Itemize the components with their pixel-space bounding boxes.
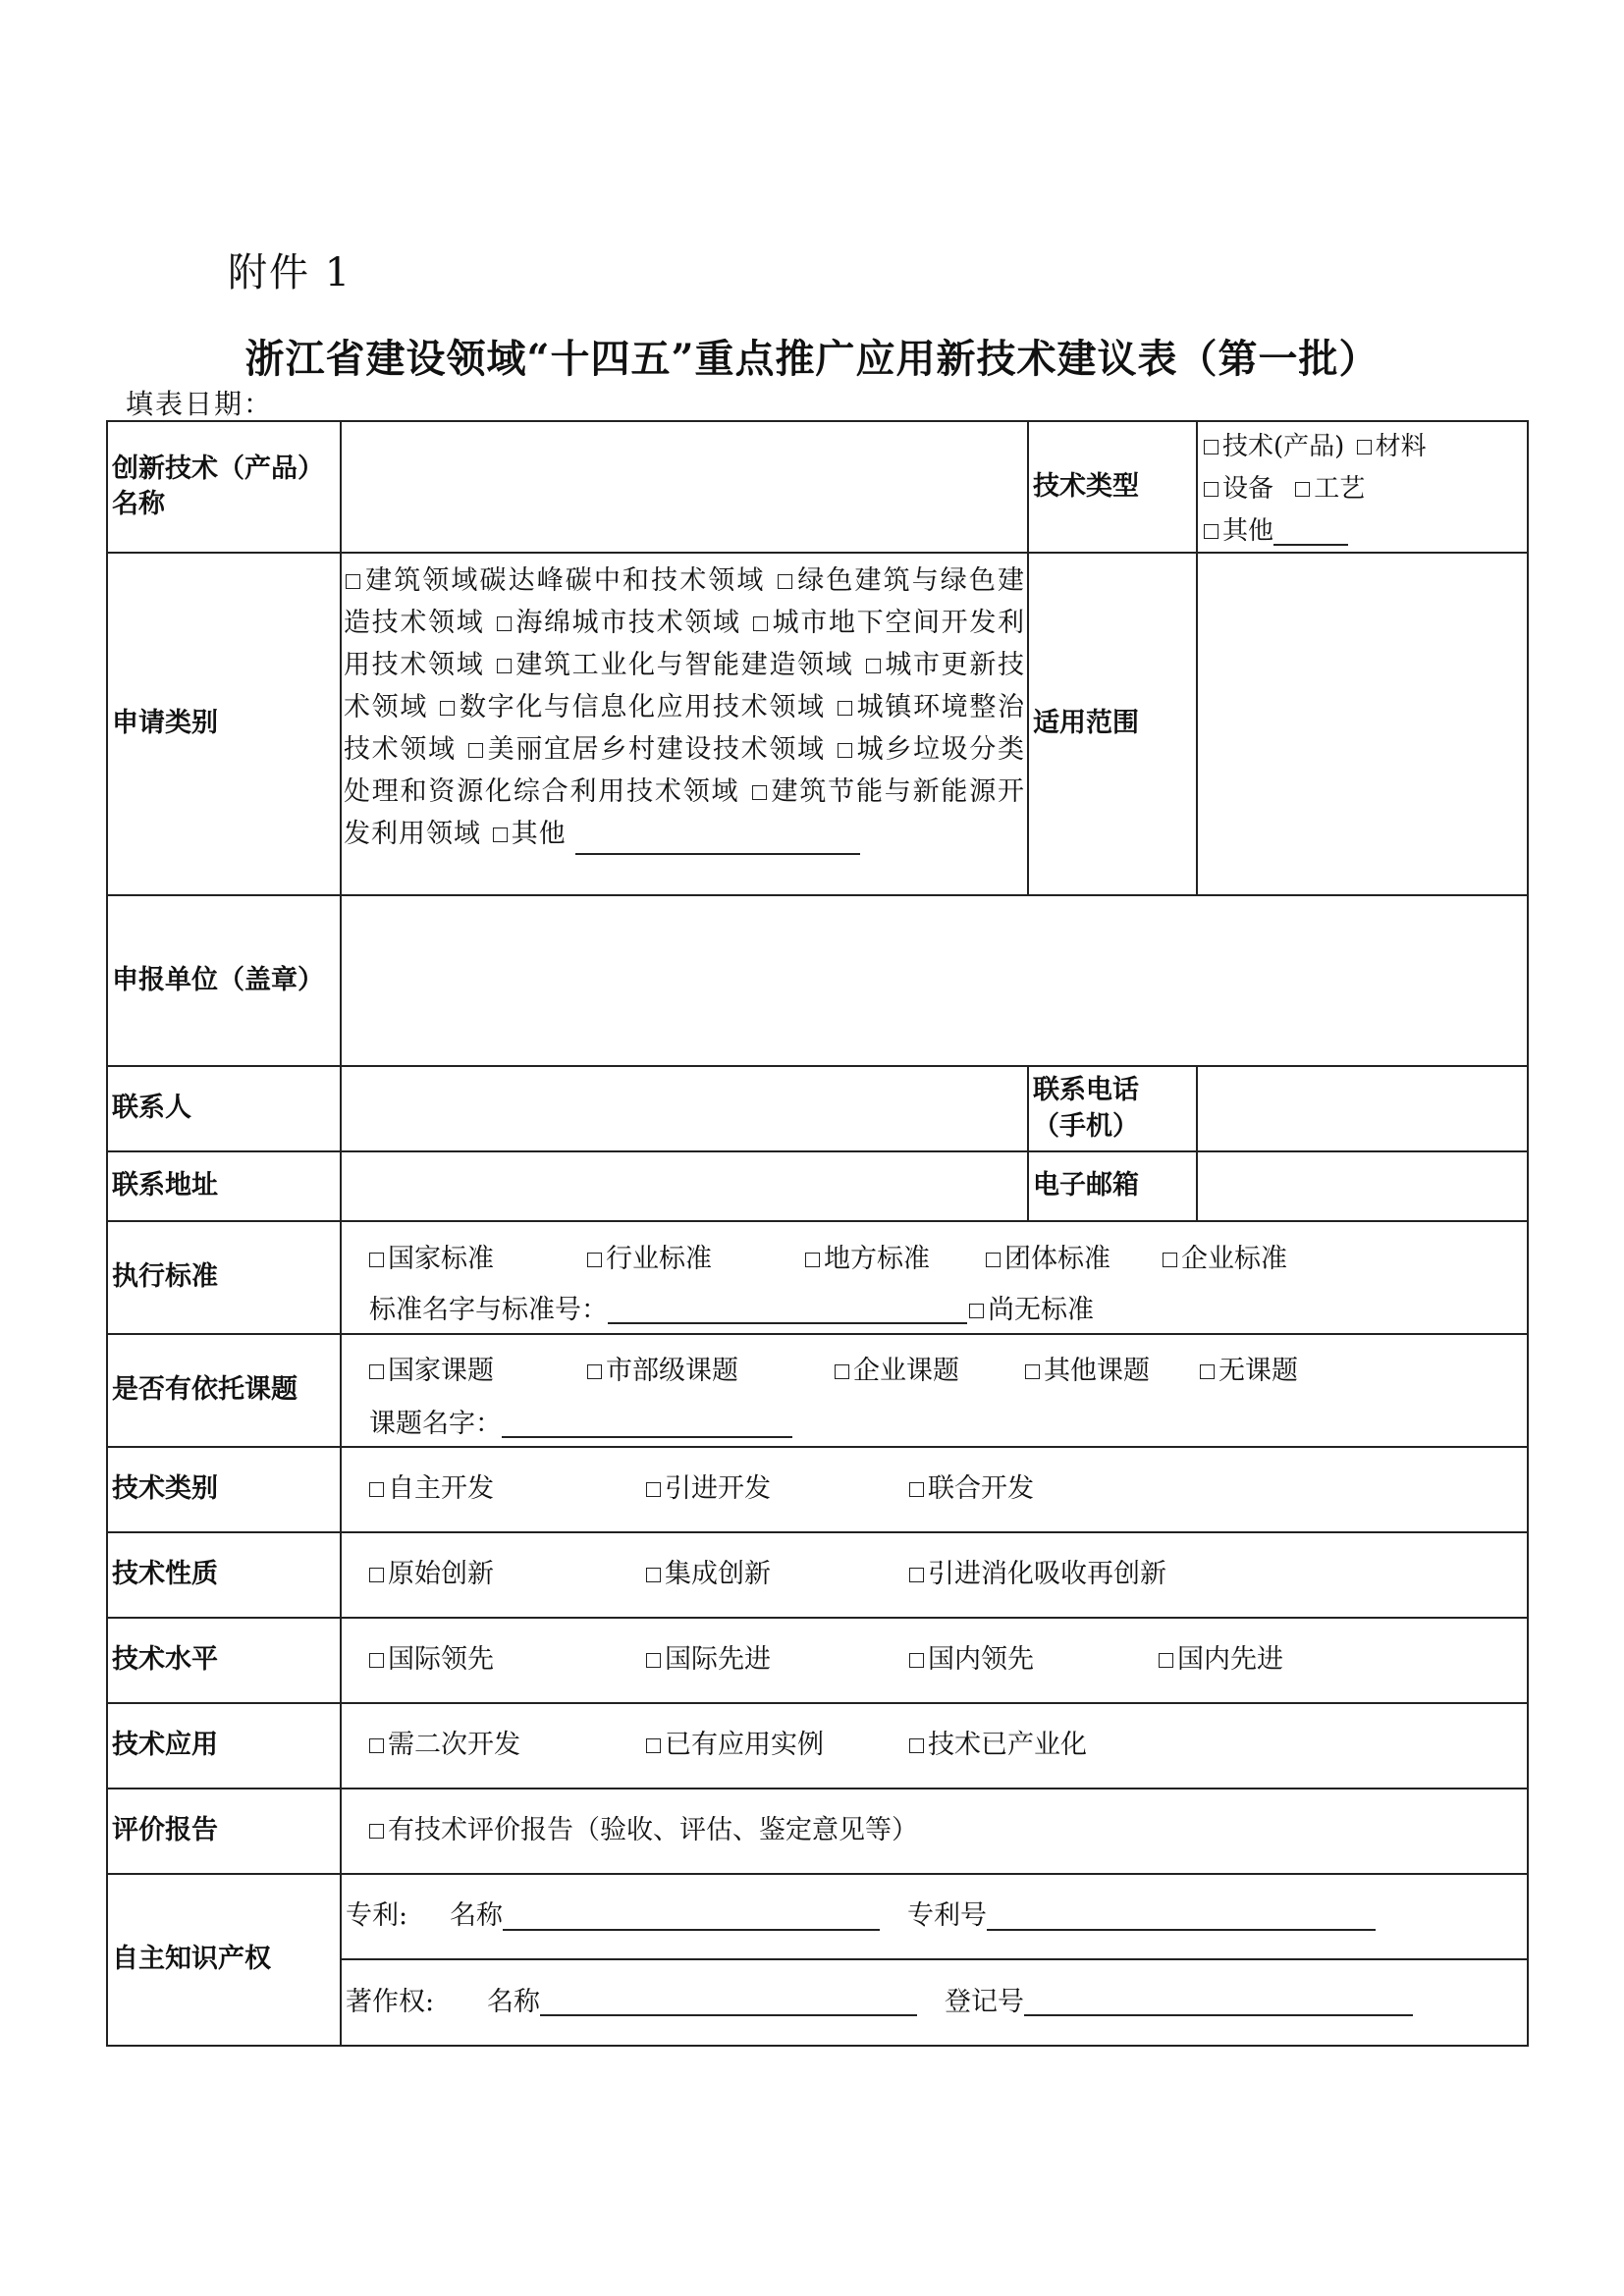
ip-label: 自主知识产权 [112,1944,271,1975]
checkbox-icon [440,701,455,716]
checkbox-icon [1357,440,1372,454]
tech-type-option-process[interactable]: 工艺 [1295,468,1365,510]
address-field[interactable] [342,1152,1027,1220]
tech-category-option-self[interactable]: 自主开发 [369,1471,632,1507]
evaluation-option-report[interactable]: 有技术评价报告（验收、评估、鉴定意见等） [369,1813,918,1848]
apply-option-underground[interactable]: 城市地下空间开发利用技术领域 [344,608,1026,680]
checkbox-icon [646,1653,661,1668]
apply-option-digital[interactable]: 数字化与信息化应用技术领域 [438,692,825,722]
checkbox-icon [369,1568,384,1582]
tech-level-option-intl-advanced[interactable]: 国际先进 [646,1642,895,1678]
checkbox-icon [1159,1653,1173,1668]
contact-field[interactable] [342,1067,1027,1150]
standard-option-local[interactable]: 地方标准 [805,1234,972,1285]
apply-category-label: 申请类别 [112,708,218,739]
tech-application-option-cases[interactable]: 已有应用实例 [646,1728,895,1763]
standard-name-input[interactable] [608,1297,967,1324]
attachment-label: 附件 1 [228,250,352,295]
copyright-name-label: 名称 [487,1986,540,2017]
apply-option-urban-renewal[interactable]: 城市更新技术领域 [344,650,1026,722]
project-option-other[interactable]: 其他课题 [1025,1345,1186,1398]
evaluation-options [342,1789,1527,1873]
checkbox-icon [778,574,792,589]
copyright-row [342,1960,1527,2045]
checkbox-icon [369,1482,384,1497]
contact-label: 联系人 [112,1093,191,1124]
patent-label: 专利: [346,1900,408,1932]
checkbox-icon [835,1364,849,1379]
project-name-input[interactable] [502,1411,792,1438]
standard-label: 执行标准 [112,1261,218,1293]
apply-option-waste[interactable]: 城乡垃圾分类处理和资源化综合利用技术领域 [344,734,1026,807]
checkbox-icon [369,1253,384,1267]
checkbox-icon [838,701,852,716]
tech-nature-option-original[interactable]: 原始创新 [369,1557,632,1592]
tech-category-options [342,1448,1527,1531]
checkbox-icon [1204,524,1218,539]
checkbox-icon [1025,1364,1040,1379]
tech-type-option-material[interactable]: 材料 [1357,426,1427,468]
checkbox-icon [909,1568,924,1582]
apply-option-carbon[interactable]: 建筑领域碳达峰碳中和技术领域 [344,565,766,596]
tech-name-label: 创新技术（产品） 名称 [112,453,324,519]
apply-other-blank[interactable] [575,828,860,855]
standard-option-none[interactable]: 尚无标准 [969,1285,1094,1336]
evaluation-label: 评价报告 [112,1815,218,1846]
checkbox-icon [369,1364,384,1379]
tech-category-label: 技术类别 [112,1473,218,1505]
standard-options [342,1222,1527,1333]
standard-option-group[interactable]: 团体标准 [986,1234,1149,1285]
address-label: 联系地址 [112,1170,218,1201]
checkbox-icon [909,1738,924,1753]
checkbox-icon [369,1738,384,1753]
project-option-municipal[interactable]: 市部级课题 [587,1345,821,1398]
apply-category-options [342,554,1027,894]
other-blank[interactable] [1273,518,1348,546]
checkbox-icon [587,1364,602,1379]
tech-type-label: 技术类型 [1033,470,1139,502]
checkbox-icon [497,659,512,673]
tech-level-option-dom-advanced[interactable]: 国内先进 [1159,1642,1283,1678]
checkbox-icon [805,1253,820,1267]
checkbox-icon [838,743,852,758]
tech-name-field[interactable] [342,422,1027,552]
fill-date-label: 填表日期： [126,388,274,420]
page-title: 浙江省建设领域“十四五”重点推广应用新技术建议表（第一批） [244,336,1380,382]
tech-level-label: 技术水平 [112,1644,218,1676]
phone-field[interactable] [1200,1067,1527,1150]
standard-option-enterprise[interactable]: 企业标准 [1163,1234,1287,1285]
checkbox-icon [369,1653,384,1668]
apply-option-green-building[interactable]: 绿色建筑与绿色建造技术领域 [344,565,1026,638]
checkbox-icon [346,574,360,589]
checkbox-icon [646,1568,661,1582]
checkbox-icon [646,1738,661,1753]
checkbox-icon [1204,440,1218,454]
tech-level-option-dom-leading[interactable]: 国内领先 [909,1642,1145,1678]
checkbox-icon [1295,482,1310,497]
tech-type-option-product[interactable]: 技术(产品) [1204,426,1344,468]
apply-option-sponge-city[interactable]: 海绵城市技术领域 [495,608,741,638]
copyright-no-input[interactable] [1024,1989,1413,2016]
standard-option-industry[interactable]: 行业标准 [587,1234,791,1285]
tech-type-option-equipment[interactable]: 设备 [1204,468,1273,510]
project-option-national[interactable]: 国家课题 [369,1345,573,1398]
standard-name-label: 标准名字与标准号： [369,1295,608,1325]
copyright-no-label: 登记号 [945,1986,1024,2017]
tech-nature-label: 技术性质 [112,1559,218,1590]
project-option-enterprise[interactable]: 企业课题 [835,1345,1011,1398]
copyright-label: 著作权: [346,1986,435,2017]
email-field[interactable] [1200,1152,1527,1220]
checkbox-icon [866,659,881,673]
scope-field[interactable] [1200,554,1527,894]
apply-option-environment[interactable]: 城镇环境整治技术领域 [344,692,1026,765]
project-options [342,1335,1527,1446]
patent-no-input[interactable] [987,1903,1376,1931]
checkbox-icon [909,1482,924,1497]
standard-option-national[interactable]: 国家标准 [369,1234,573,1285]
checkbox-icon [497,616,512,631]
checkbox-icon [369,1824,384,1839]
tech-application-option-industrialized[interactable]: 技术已产业化 [909,1728,1087,1763]
checkbox-icon [646,1482,661,1497]
project-label: 是否有依托课题 [112,1374,298,1406]
apply-option-energy[interactable]: 建筑节能与新能源开发利用领域 [344,776,1026,849]
patent-row [342,1875,1527,1958]
tech-category-option-introduced[interactable]: 引进开发 [646,1471,895,1507]
checkbox-icon [986,1253,1001,1267]
tech-type-options [1200,422,1527,552]
tech-application-option-secondary[interactable]: 需二次开发 [369,1728,632,1763]
checkbox-icon [753,616,768,631]
checkbox-icon [1204,482,1218,497]
application-form [106,420,1529,2047]
applicant-label: 申报单位（盖章） [112,964,324,995]
patent-name-input[interactable] [503,1903,880,1931]
scope-label: 适用范围 [1033,708,1139,739]
tech-category-option-joint[interactable]: 联合开发 [909,1471,1034,1507]
tech-nature-option-integrated[interactable]: 集成创新 [646,1557,895,1592]
checkbox-icon [909,1653,924,1668]
checkbox-icon [1200,1364,1215,1379]
apply-option-rural[interactable]: 美丽宜居乡村建设技术领域 [466,734,826,765]
checkbox-icon [587,1253,602,1267]
email-label: 电子邮箱 [1033,1170,1139,1201]
tech-level-options [342,1619,1527,1702]
tech-level-option-intl-leading[interactable]: 国际领先 [369,1642,632,1678]
patent-name-label: 名称 [450,1900,503,1932]
tech-type-option-other[interactable]: 其他 [1204,510,1348,553]
project-option-none[interactable]: 无课题 [1200,1345,1298,1398]
tech-application-label: 技术应用 [112,1730,218,1761]
checkbox-icon [752,785,767,800]
checkbox-icon [1163,1253,1177,1267]
checkbox-icon [969,1304,984,1318]
tech-nature-option-reinnovation[interactable]: 引进消化吸收再创新 [909,1557,1166,1592]
copyright-name-input[interactable] [540,1989,917,2016]
apply-option-industrialization[interactable]: 建筑工业化与智能建造领域 [495,650,854,680]
project-name-label: 课题名字： [369,1409,502,1439]
tech-nature-options [342,1533,1527,1617]
tech-application-options [342,1704,1527,1788]
patent-no-label: 专利号 [907,1900,987,1932]
apply-option-other[interactable]: 其他 [491,819,567,849]
phone-label: 联系电话 （手机） [1033,1075,1139,1142]
checkbox-icon [468,743,483,758]
checkbox-icon [493,828,508,842]
applicant-field[interactable] [342,896,1527,1065]
